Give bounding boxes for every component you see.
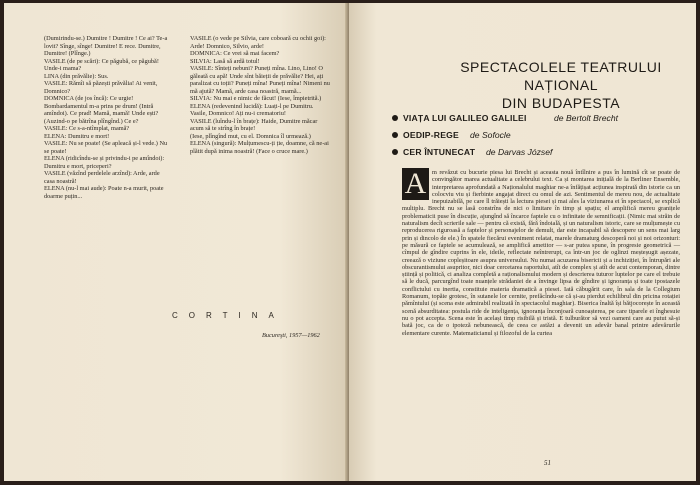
show-list [392, 113, 682, 164]
show-author: de Sofocle [470, 130, 511, 140]
page-number: 51 [544, 459, 551, 467]
article-title [446, 58, 676, 112]
show-item [392, 147, 682, 164]
dialogue-column-2: VASILE (o vede pe Silvia, care coboară cu ochii goi): Arde! Domnico, Silvio, arde! DOMNICA: Ce vrei să mai facem? SILVIA: Lasă să ardă totul! VASILE: Sînteți nebuni? Puneți mîna. Lino, Lino! O găleată cu apă! Unde sînt băieții de prăvălie? Hei, ați paralizat cu toții? Puneți mîna! Puneți mîna! Nimeni nu mă ajută? Mamă, arde casa noastră, mamă... SILVIA: Nu mai e nimic de făcut! (Iese, împietrită.) ELENA (redevenind lucidă): Luați-l pe Dumitru. Vasile, Domnico! Ați nu-i crematoriu! VASILE (luîndu-l în brațe): Haide, Dumitre măcar acum să te strîng în brațe! (Iese, plîngînd mut, cu el. Domnica îl urmează.) ELENA (singură): Mulțumescu-ți ție, doamne, că ne-ai plătit după inima noastră! (Face o cruce mare.) [190, 35, 330, 155]
show-author: de Darvas József [486, 147, 553, 157]
article-body-text: m revăzut cu bucurie piesa lui Brecht și aceasta nouă întîlnire a pus în lumină cît se poate de convingător marea actualitate a celebrului text. Ca și montarea inițială de la Berliner Ensemble, interpretarea aprofundată a Naționalului maghiar ne-a înfățișat acțiunea inspirată din istorie ca un colocviu viu și fierbinte angajat direct cu omul de azi. Sentimentul de mereu nou, de actualitate inepuizabilă, pe care îl trăiești la lectura piesei și mai ales la viziunarea ei în spectacol, se explică multiplu. Brecht nu se lasă constrîns de nici o limitare în timp și spațiu; el amplifică mereu granițele problematicii puse în discuție, ajungînd să încarce faptele cu o infinitate de semnificații. (Nimic mai străin de naturalism decît scrierile sale — pentru că există, fără îndoială, și un naturalism istoric, care se mulțumește cu reproducerea riguroasă a faptelor și personajelor de demult, dar este incapabil să descopere un sens mai larg prin și dincolo de ele.) În spatele fiecărui eveniment relatat, marele dramaturg descoperă noi și noi orizonturi: pe măsură ce faptele se acumulează, se amplifică ametitor — s-ar putea spune, în progresie geometrică — cîmpul de gîndire cuprins în ele, ideile, reflectate neîntrerupt, ca într-un joc de oglinzi meșteșugit așezate, creează o viziune copleșitoare asupra universului. Nu numai acuzarea bisericii și a inchiziției, în întrupări ale obscurantismului asupritor, nici doar cercetarea raportului, atît de complex și atît de acut contemporan, dintre știință și politică, ci analiza completă a raționalismului modern și descrierea tuturor luptelor pe care el trebuie să le ducă, parcurgînd toate nuanțele strădaniei de a învinge lipsa de gîndire și ignoranța și toate ipostazele conflictului cu inertia, constituie materia dramatică a piesei. Iată căbugărit care, în sala de la Collegium Romanum, topăie grotesc, în sutanele lor cernite, prefăcîndu-se că și-au pierdut echilibrul din pricina rotației pămîntului (și scena este admirabil realizată în spectacolul maghiar). Biserica înaltă își bătjocorește în această scenă absurditatea: postula ride de inteligența, ignoranța înconjoară cunoașterea, pe care tiparele ei înghesuie nu o pot accepta. Scena este în același timp risibilă și tristă. E tulburător să vezi oameni care au putut să-și bată joc, ca de o ipoteză nebunească, de ceea ce astăzi a devenit un adevăr banal printre adevărurile elementare curente. Matematicianul și filozoful de la curtea [402, 169, 680, 337]
article-title-line-2: DIN BUDAPESTA [501, 95, 621, 111]
show-title: OEDIP-REGE [403, 130, 459, 140]
dialogue-column-1: (Dumirindu-se.) Dumitre ! Dumitre ! Ce ai? Te-a lovit? Sînge, sînge! Dumitre! E rece. Dumitre, Dumitre! (Plînge.) VASILE (de pe scări): Ce păgubă, ce păgubă! Unde-i mama? LINA (din prăvălie): Sus. VASILE: Rămîi să păzești prăvălia! Ai venit, Domnico? DOMNICA (de jos încă): Ce urgie! Bombardamentul m-a prins pe drum! (Intră amîndoi). Ce prad! Mamă, mamă! Unde ești? (Auzind-o pe bătrîna plîngînd.) Ce e? VASILE: Ce s-a-ntîmplat, mamă? ELENA: Dumitru e mort! VASILE: Nu se poate! (Se apleacă și-l vede.) Nu se poate! ELENA (ridicîndu-se și privindu-i pe amîndoi): Dumitru e mort, priceperi? VASILE (văzînd perdelele arzînd): Arde, arde casa noastră! ELENA (nu-l mai aude): Poate n-a murit, poate doarme puțin... [44, 35, 168, 200]
bullet-icon [392, 149, 398, 155]
dropcap: A [402, 168, 429, 200]
left-page [4, 3, 349, 481]
bullet-icon [392, 115, 398, 121]
cortina-heading: CORTINA [172, 311, 285, 320]
show-title: CER ÎNTUNECAT [403, 147, 476, 157]
show-item [392, 113, 682, 130]
show-author: de Bertolt Brecht [554, 113, 619, 123]
show-item [392, 130, 682, 147]
book-spread [4, 3, 696, 481]
article-title-line-1: SPECTACOLELE TEATRULUI NAȚIONAL [460, 59, 662, 93]
bullet-icon [392, 132, 398, 138]
article-body [402, 169, 680, 337]
show-title: VIAȚA LUI GALILEO GALILEI [403, 113, 527, 123]
dateline: Bucureşti, 1957—1962 [262, 332, 320, 339]
